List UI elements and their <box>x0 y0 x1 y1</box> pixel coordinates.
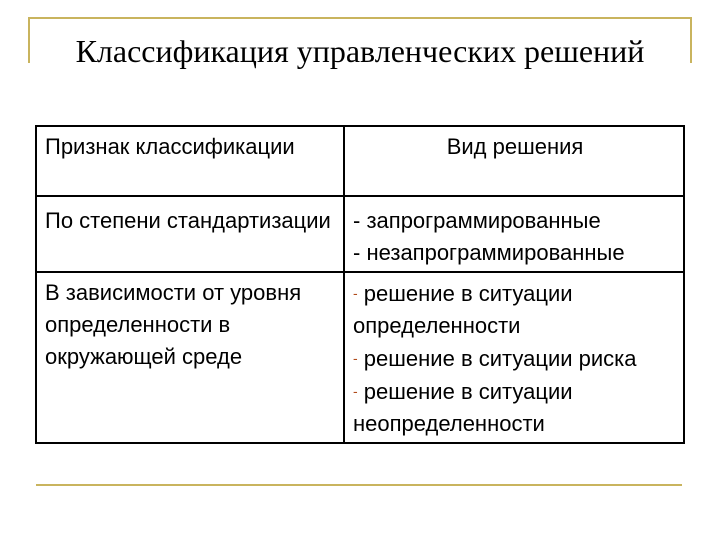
item-text: решение в ситуации определенности <box>353 281 573 338</box>
frame-left-line <box>28 17 30 63</box>
item-text: незапрограммированные <box>366 240 625 265</box>
decision-type-item <box>353 205 677 237</box>
item-dash: - <box>353 383 358 399</box>
frame-bottom-line <box>36 484 682 486</box>
decision-type-item <box>353 277 677 342</box>
item-text: решение в ситуации неопределенности <box>353 379 573 436</box>
decision-type-item <box>353 342 677 375</box>
table-row <box>36 196 684 272</box>
table-row <box>36 272 684 443</box>
slide-title: Классификация управленческих решений <box>75 33 645 69</box>
item-dash: - <box>353 350 358 366</box>
classification-table <box>35 125 685 444</box>
item-text: запрограммированные <box>366 208 601 233</box>
row-decision-types <box>344 272 684 443</box>
header-decision-type: Вид решения <box>344 126 684 196</box>
table-header-row <box>36 126 684 196</box>
decision-type-item <box>353 237 677 269</box>
header-criterion: Признак классификации <box>36 126 344 196</box>
row-decision-types <box>344 196 684 272</box>
item-dash: - <box>353 208 361 233</box>
frame-top-line <box>28 17 690 19</box>
item-dash: - <box>353 240 361 265</box>
frame-right-line <box>690 17 692 63</box>
decision-type-item <box>353 375 677 440</box>
row-criterion: По степени стандартизации <box>36 196 344 272</box>
row-criterion: В зависимости от уровня определенности в окружающей среде <box>36 272 344 443</box>
item-text: решение в ситуации риска <box>363 346 637 371</box>
item-dash: - <box>353 285 358 301</box>
